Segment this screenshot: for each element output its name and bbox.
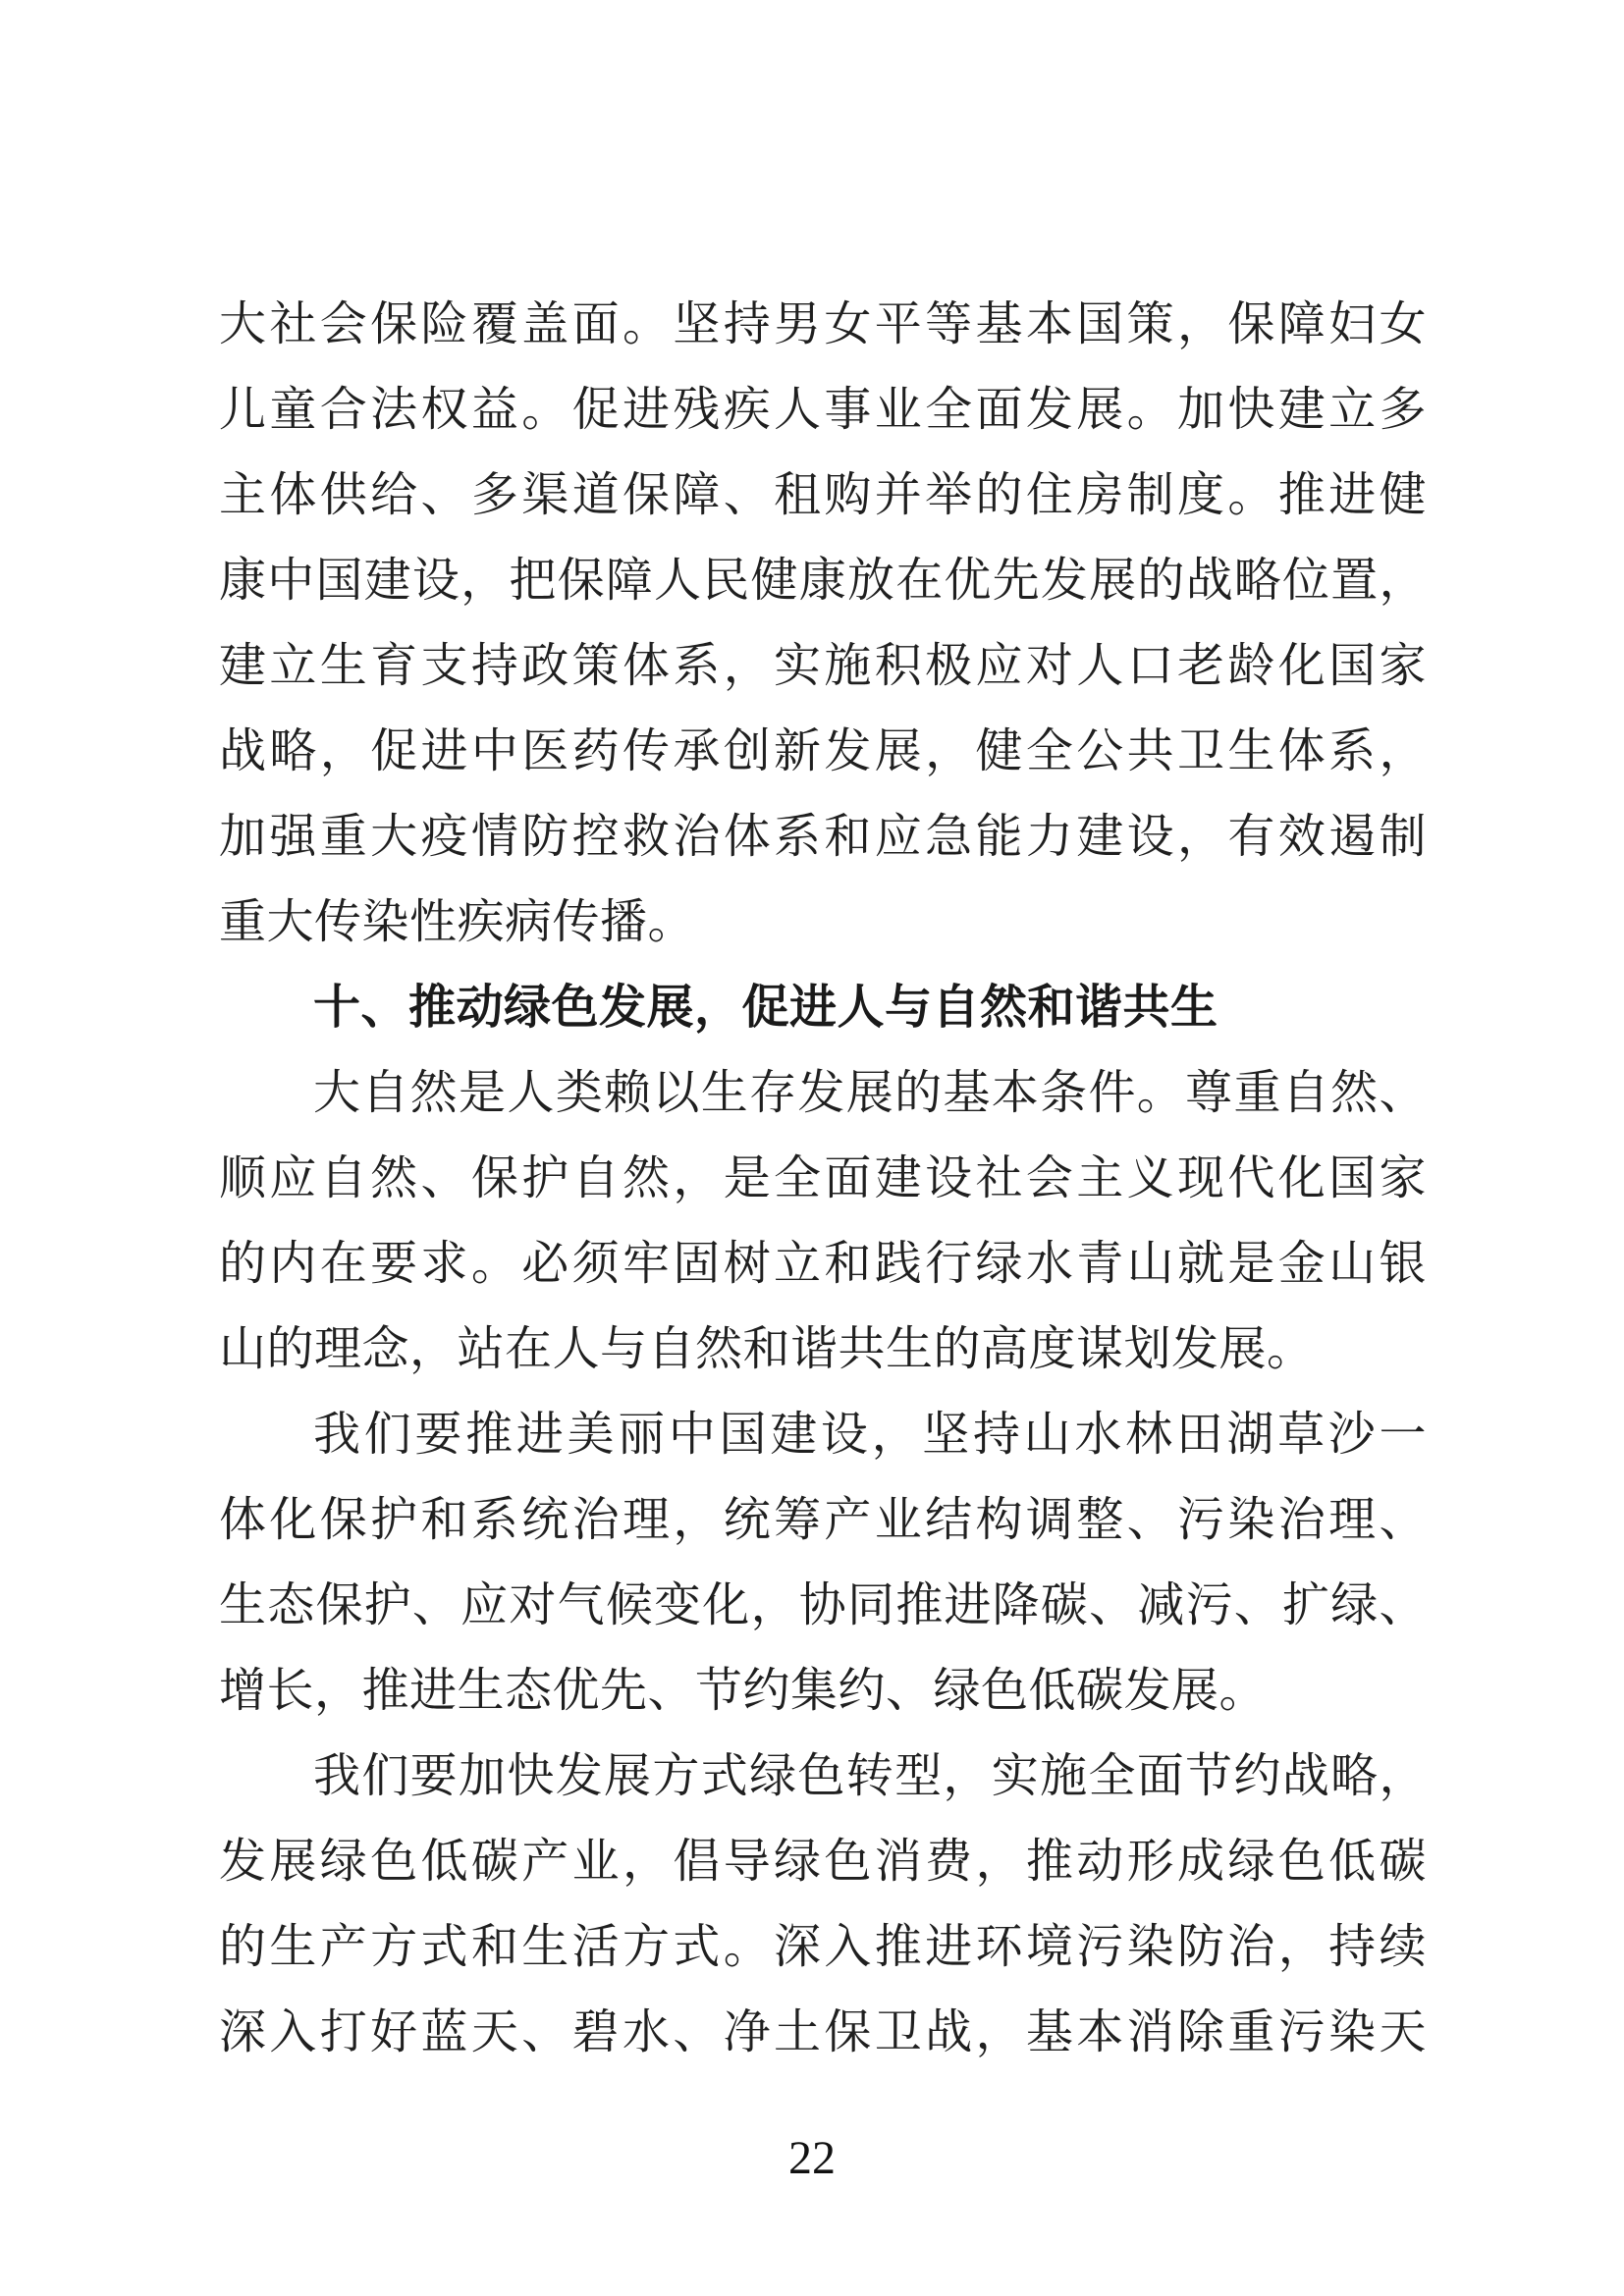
text-line: 体化保护和系统治理，统筹产业结构调整、污染治理、 — [219, 1494, 1427, 1546]
document-body — [219, 282, 1427, 2075]
paragraph-first-line: 我们要加快发展方式绿色转型，实施全面节约战略， — [313, 1750, 1427, 1802]
page-number: 22 — [788, 2132, 836, 2184]
text-line: 生态保护、应对气候变化，协同推进降碳、减污、扩绿、 — [219, 1579, 1427, 1631]
text-line: 加强重大疫情防控救治体系和应急能力建设，有效遏制 — [219, 811, 1427, 863]
section-heading: 十、推动绿色发展，促进人与自然和谐共生 — [313, 982, 1218, 1034]
paragraph-end-line: 增长，推进生态优先、节约集约、绿色低碳发展。 — [219, 1665, 1268, 1717]
text-line: 大社会保险覆盖面。坚持男女平等基本国策，保障妇女 — [219, 298, 1427, 350]
text-line: 发展绿色低碳产业，倡导绿色消费，推动形成绿色低碳 — [219, 1836, 1427, 1888]
text-line: 战略，促进中医药传承创新发展，健全公共卫生体系， — [219, 725, 1427, 777]
text-line: 深入打好蓝天、碧水、净土保卫战，基本消除重污染天 — [219, 2006, 1427, 2058]
text-line: 康中国建设，把保障人民健康放在优先发展的战略位置， — [219, 555, 1427, 607]
text-line: 主体供给、多渠道保障、租购并举的住房制度。推进健 — [219, 469, 1427, 521]
paragraph-end-line: 重大传染性疾病传播。 — [219, 896, 696, 948]
text-line: 建立生育支持政策体系，实施积极应对人口老龄化国家 — [219, 640, 1427, 692]
text-line: 顺应自然、保护自然，是全面建设社会主义现代化国家 — [219, 1152, 1427, 1204]
text-line: 儿童合法权益。促进残疾人事业全面发展。加快建立多 — [219, 384, 1427, 436]
paragraph-end-line: 山的理念，站在人与自然和谐共生的高度谋划发展。 — [219, 1323, 1315, 1375]
text-line: 的生产方式和生活方式。深入推进环境污染防治，持续 — [219, 1921, 1427, 1973]
text-line: 的内在要求。必须牢固树立和践行绿水青山就是金山银 — [219, 1238, 1427, 1290]
paragraph-first-line: 大自然是人类赖以生存发展的基本条件。尊重自然、 — [313, 1067, 1427, 1119]
paragraph-first-line: 我们要推进美丽中国建设，坚持山水林田湖草沙一 — [313, 1409, 1427, 1461]
